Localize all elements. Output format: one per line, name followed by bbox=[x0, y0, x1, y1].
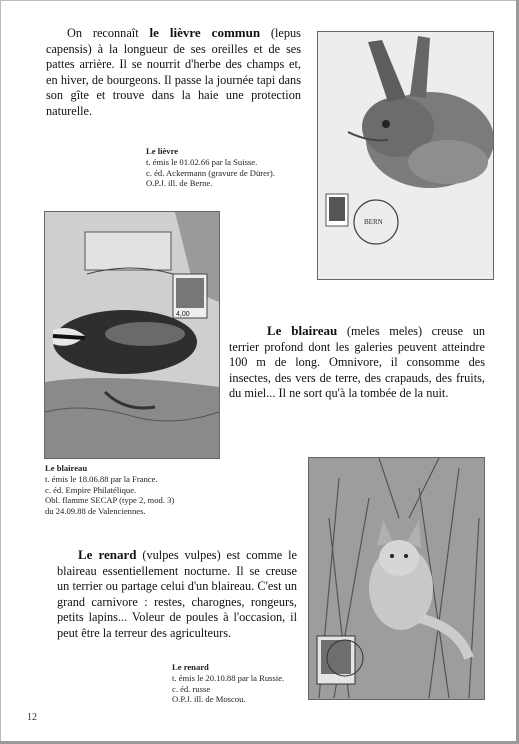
badger-caption-line: c. éd. Empire Philatélique. bbox=[45, 484, 137, 495]
hare-bold-name: le lièvre commun bbox=[149, 25, 261, 40]
badger-caption bbox=[45, 463, 245, 517]
fox-caption-line: t. émis le 20.10.88 par la Russie. bbox=[172, 672, 285, 683]
fox-caption bbox=[172, 662, 342, 705]
badger-paragraph: Le blaireau (meles meles) creuse un terrier profond dont les galeries peuvent atteindre 100 m de long. Omnivore, il consomme des insectes, des vers de terre, des crapauds, des fruits, du miel... Il ne sort qu'à la tombée de la nuit. bbox=[229, 323, 485, 401]
badger-caption-title: Le blaireau bbox=[45, 463, 88, 473]
hare-caption-line: O.P.J. ill. de Berne. bbox=[146, 178, 213, 189]
badger-caption-line: du 24.09.88 de Valenciennes. bbox=[45, 506, 146, 517]
fox-caption-line: c. éd. russe bbox=[172, 683, 211, 694]
fox-caption-line: O.P.J. ill. de Moscou. bbox=[172, 694, 246, 705]
hare-caption-title: Le lièvre bbox=[146, 146, 179, 156]
hare-paragraph: On reconnaît le lièvre commun (lepus capensis) à la longueur de ses oreilles et de ses pattes arrière. Il se nourrit d'herbe des champs et, en hiver, de bourgeons. Il passe la journée tapi dans son gîte et trouve dans la haie une protection naturelle. bbox=[46, 25, 301, 118]
hare-postmark-text: BERN bbox=[364, 218, 383, 226]
badger-caption-line: t. émis le 18.06.88 par la France. bbox=[45, 473, 158, 484]
badger-caption-line: Obl. flamme SECAP (type 2, mod. 3) bbox=[45, 495, 175, 506]
fox-paragraph: Le renard (vulpes vulpes) est comme le blaireau essentiellement nocturne. Il se creuse un terrier ou partage celui d'un blaireau. C'est un grand carnivore : restes, charognes, rongeurs, petits lapins... Voleur de poules à l'occasion, il peut être la terreur des agriculteurs. bbox=[57, 547, 298, 640]
page-number: 12 bbox=[27, 712, 37, 723]
hare-caption bbox=[146, 146, 316, 189]
hare-maxicard-image bbox=[317, 31, 494, 280]
fox-caption-title: Le renard bbox=[172, 662, 209, 672]
hare-caption-line: t. émis le 01.02.66 par la Suisse. bbox=[146, 156, 258, 167]
fox-bold-name: Le renard bbox=[78, 547, 137, 562]
badger-bold-name: Le blaireau bbox=[267, 323, 338, 338]
hare-caption-line: c. éd. Ackermann (gravure de Dürer). bbox=[146, 167, 275, 178]
badger-stamp-value: 4,00 bbox=[176, 311, 190, 318]
badger-maxicard-image bbox=[44, 211, 220, 459]
